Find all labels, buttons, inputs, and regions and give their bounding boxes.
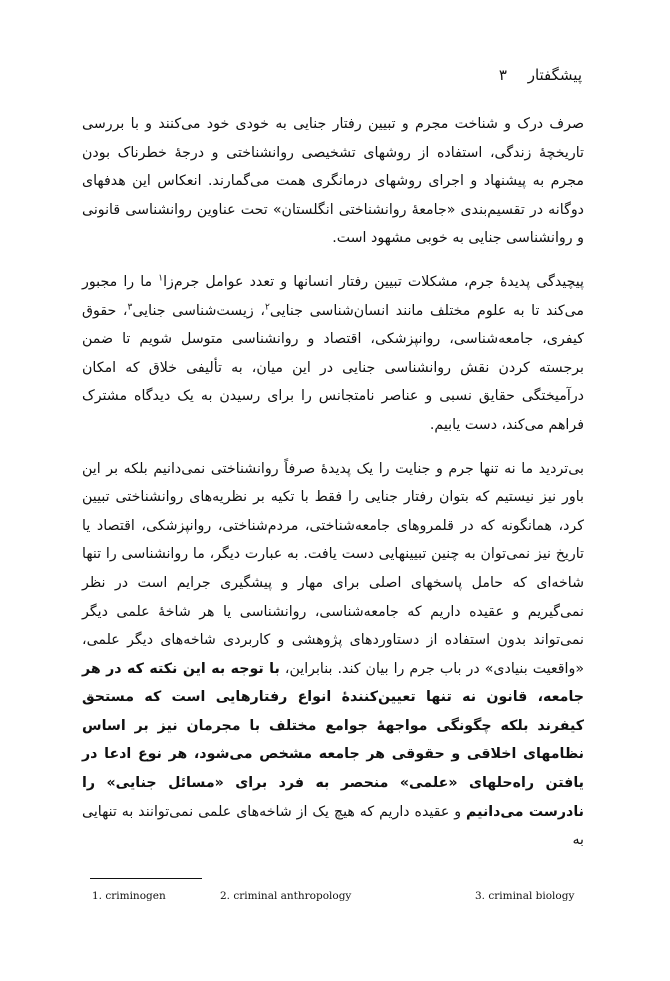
paragraph-1: صرف درک و شناخت مجرم و تبیین رفتار جنایی به خودی خود می‌کنند و با بررسی تاریخچهٔ زندگی، استفاده از روشهای تشخیصی روانشناختی و درجهٔ خطرناک بودن مجرم به پیشنهاد و اجرای روشهای درمانگری همت می‌گمارند. انعکاس این هدفهای دوگانه در تقسیم‌بندی «جامعهٔ روانشناختی انگلستان» تحت عناوین روانشناسی قانونی و روانشناسی جنایی به خوبی مشهود است. xyxy=(82,116,584,247)
page-number: ۳ xyxy=(498,66,507,84)
footnote-ref-1: ۱ xyxy=(158,273,164,284)
paragraph-2 xyxy=(82,268,584,440)
paragraph-2-part-d: ، حقوق کیفری، جامعه‌شناسی، روانپزشکی، اقتصاد و روانشناسی متوسل شویم تا ضمن برجسته کردن نقش روانشناسی جنایی در این میان، به تألیفی خلاق که امکان درآمیختگی حقایق نسبی و عناصر نامتجانس را برای رسیدن به یک دیدگاه مشترک فراهم می‌کند، دست یابیم. xyxy=(82,302,584,433)
chapter-title: پیشگفتار xyxy=(527,66,582,84)
footnote-2: 2. criminal anthropology xyxy=(220,890,352,902)
paragraph-3 xyxy=(82,455,584,855)
running-header xyxy=(102,66,582,84)
paragraph-2-part-b: ما را مجبور می‌کند تا به علوم مختلف مانند انسان‌شناسی جنایی xyxy=(82,273,584,319)
paragraph-3-bold-text: با توجه به این نکته که در هر جامعه، قانون نه تنها تعیین‌کنندهٔ انواع رفتارهایی است که مستحق کیفرند بلکه چگونگی مواجههٔ جوامع مختلف با مجرمان نیز بر اساس نظامهای اخلاقی و حقوقی هر جامعه مشخص می‌شود، هر نوع ادعا در یافتن راه‌حلهای «علمی» منحصر به فرد برای «مسائل جنایی» را نادرست می‌دانیم xyxy=(82,660,584,820)
paragraph-2-part-c: ، زیست‌شناسی جنایی xyxy=(132,302,265,319)
footnote-3: 3. criminal biology xyxy=(475,890,575,902)
footnotes xyxy=(92,890,592,912)
paragraph-3-text: بی‌تردید ما نه تنها جرم و جنایت را یک پدیدهٔ صرفاً روانشناختی نمی‌دانیم بلکه بر این باور نیز نیستیم که بتوان رفتار جنایی را فقط با تکیه بر نظریه‌های روانشناختی تبیین کرد، همانگونه که در قلمروهای جامعه‌شناختی، مردم‌شناختی، روانپزشکی، اقتصاد یا تاریخ نیز نمی‌توان به چنین تبیینهایی دست یافت. به عبارت دیگر، ما روانشناسی را تنها شاخه‌ای که حامل پاسخهای اصلی برای مهار و پیشگیری جرایم است در نظر نمی‌گیریم و عقیده داریم که جامعه‌شناسی، روانشناسی یا هر شاخهٔ علمی دیگر نمی‌تواند بدون استفاده از دستاوردهای پژوهشی و کاربردی شاخه‌های دیگر علمی، «واقعیت بنیادی» در باب جرم را بیان کند. بنابراین، xyxy=(82,460,585,677)
paragraph-3-tail: و عقیده داریم که هیچ یک از شاخه‌های علمی نمی‌توانند به تنهایی به xyxy=(82,803,584,849)
footnote-ref-3: ۳ xyxy=(127,301,133,312)
body-text xyxy=(82,110,584,855)
footnote-separator xyxy=(90,878,202,879)
footnote-1: 1. criminogen xyxy=(92,890,166,902)
paragraph-2-part-a: پیچیدگی پدیدهٔ جرم، مشکلات تبیین رفتار انسانها و تعدد عوامل جرم‌زا xyxy=(163,273,585,290)
footnote-ref-2: ۲ xyxy=(264,301,270,312)
